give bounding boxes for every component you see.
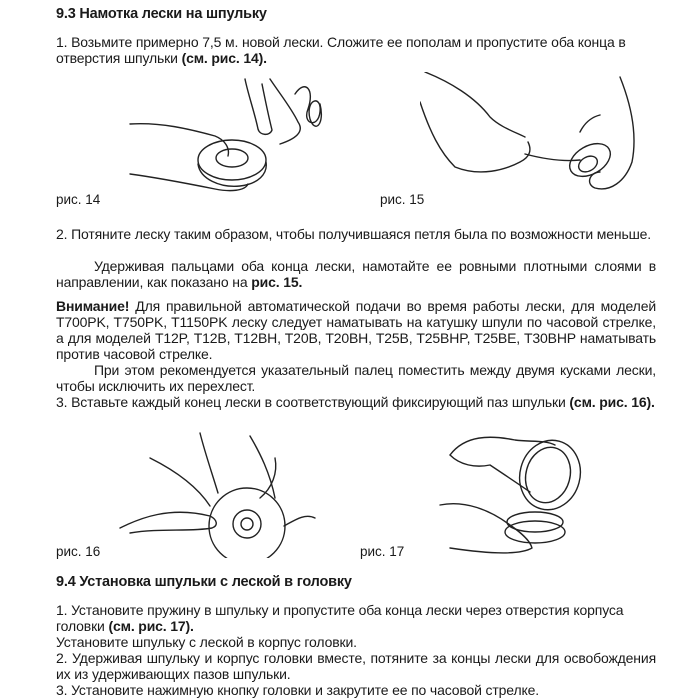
figure-15-caption: рис. 15 [380,192,425,207]
tip-paragraph: При этом рекомендуется указательный палец поместить между двумя кусками лески, чтобы исключить их перехлест. [56,362,656,394]
fig16-finger [120,512,216,533]
fig17-head-housing [512,433,588,516]
install-step-3-paragraph: 3. Установите нажимную кнопку головки и закрутите ее по часовой стрелке. [56,682,539,698]
warning-text: Для правильной автоматической подачи во время работы лески, для моделей T700PK, T750PK, T1150PK леску следует наматывать на катушку шпули по часовой стрелке, а для моделей T12P, T12B, T12BH, T20B, T20BH, T25B, T25BHP, T25BE, T30BHP наматывать против часовой стрелке. [56,298,656,362]
install-step-1-text: 1. Установите пружину в шпульку и пропустите оба конца лески через отверстия корпуса головки [56,602,624,634]
fig15-left-hand-top [425,72,525,137]
figure-17-illustration [430,430,600,560]
fig17-bottom-hand [440,504,532,553]
fig14-left-hand-lower [130,174,248,191]
fig17-top-hand-lower [450,455,530,492]
fig17-top-hand [450,437,555,455]
figure-ref-16: (см. рис. 16). [569,394,655,410]
step-1-paragraph [56,34,656,66]
fig16-spool [209,488,285,558]
fig16-spool-core [241,518,253,530]
fig14-right-hand [270,79,300,144]
figure-14-caption: рис. 14 [56,192,101,207]
step-1-text: 1. Возьмите примерно 7,5 м. новой лески. Сложите ее пополам и пропустите оба конца в отверстия шпульки [56,34,626,66]
fig17-spool [507,512,563,532]
fig14-right-finger [245,79,272,134]
fig16-finger-2 [200,433,218,493]
warning-label: Внимание! [56,298,130,314]
fig16-hand-top [150,458,210,506]
step-2-paragraph: 2. Потяните леску таким образом, чтобы получившаяся петля была по возможности меньше. [56,226,652,242]
fig15-arrow [580,115,600,132]
section-heading-9-3: 9.3 Намотка лески на шпульку [56,6,267,22]
fig15-spool [564,137,616,183]
fig16-line-end [284,516,315,526]
figure-15-illustration [420,72,650,202]
install-step-1-continuation: Установите шпульку с леской в корпус головки. [56,634,357,650]
step-2-cont-text: Удерживая пальцами оба конца лески, намотайте ее ровными плотными слоями в направлении, как показано на [56,258,656,290]
figure-ref-15: рис. 15. [251,274,303,290]
figure-16-caption: рис. 16 [56,544,101,559]
fig16-spool-hub [233,510,261,538]
step-3-paragraph [56,394,656,410]
step-2-continuation [56,258,656,290]
step-3-text: 3. Вставьте каждый конец лески в соответствующий фиксирующий паз шпульки [56,394,570,410]
fig14-left-hand [130,124,228,156]
figure-ref-14: (см. рис. 14). [181,50,267,66]
fig15-left-hand [420,102,530,172]
fig14-line-coil [295,87,321,126]
fig14-spool [198,140,266,180]
install-step-1-paragraph [56,602,656,634]
install-step-2-paragraph: 2. Удерживая шпульку и корпус головки вместе, потяните за концы лески для освобождения их из удерживающих пазов шпульки. [56,650,656,682]
warning-paragraph [56,298,656,362]
fig15-right-hand [590,77,635,189]
fig14-spool-inner [216,149,248,167]
figure-16-illustration [100,428,320,558]
figure-ref-17: (см. рис. 17). [108,618,194,634]
figure-14-illustration [120,74,330,204]
figure-17-caption: рис. 17 [360,544,405,559]
section-heading-9-4: 9.4 Установка шпульки с леской в головку [56,574,352,590]
